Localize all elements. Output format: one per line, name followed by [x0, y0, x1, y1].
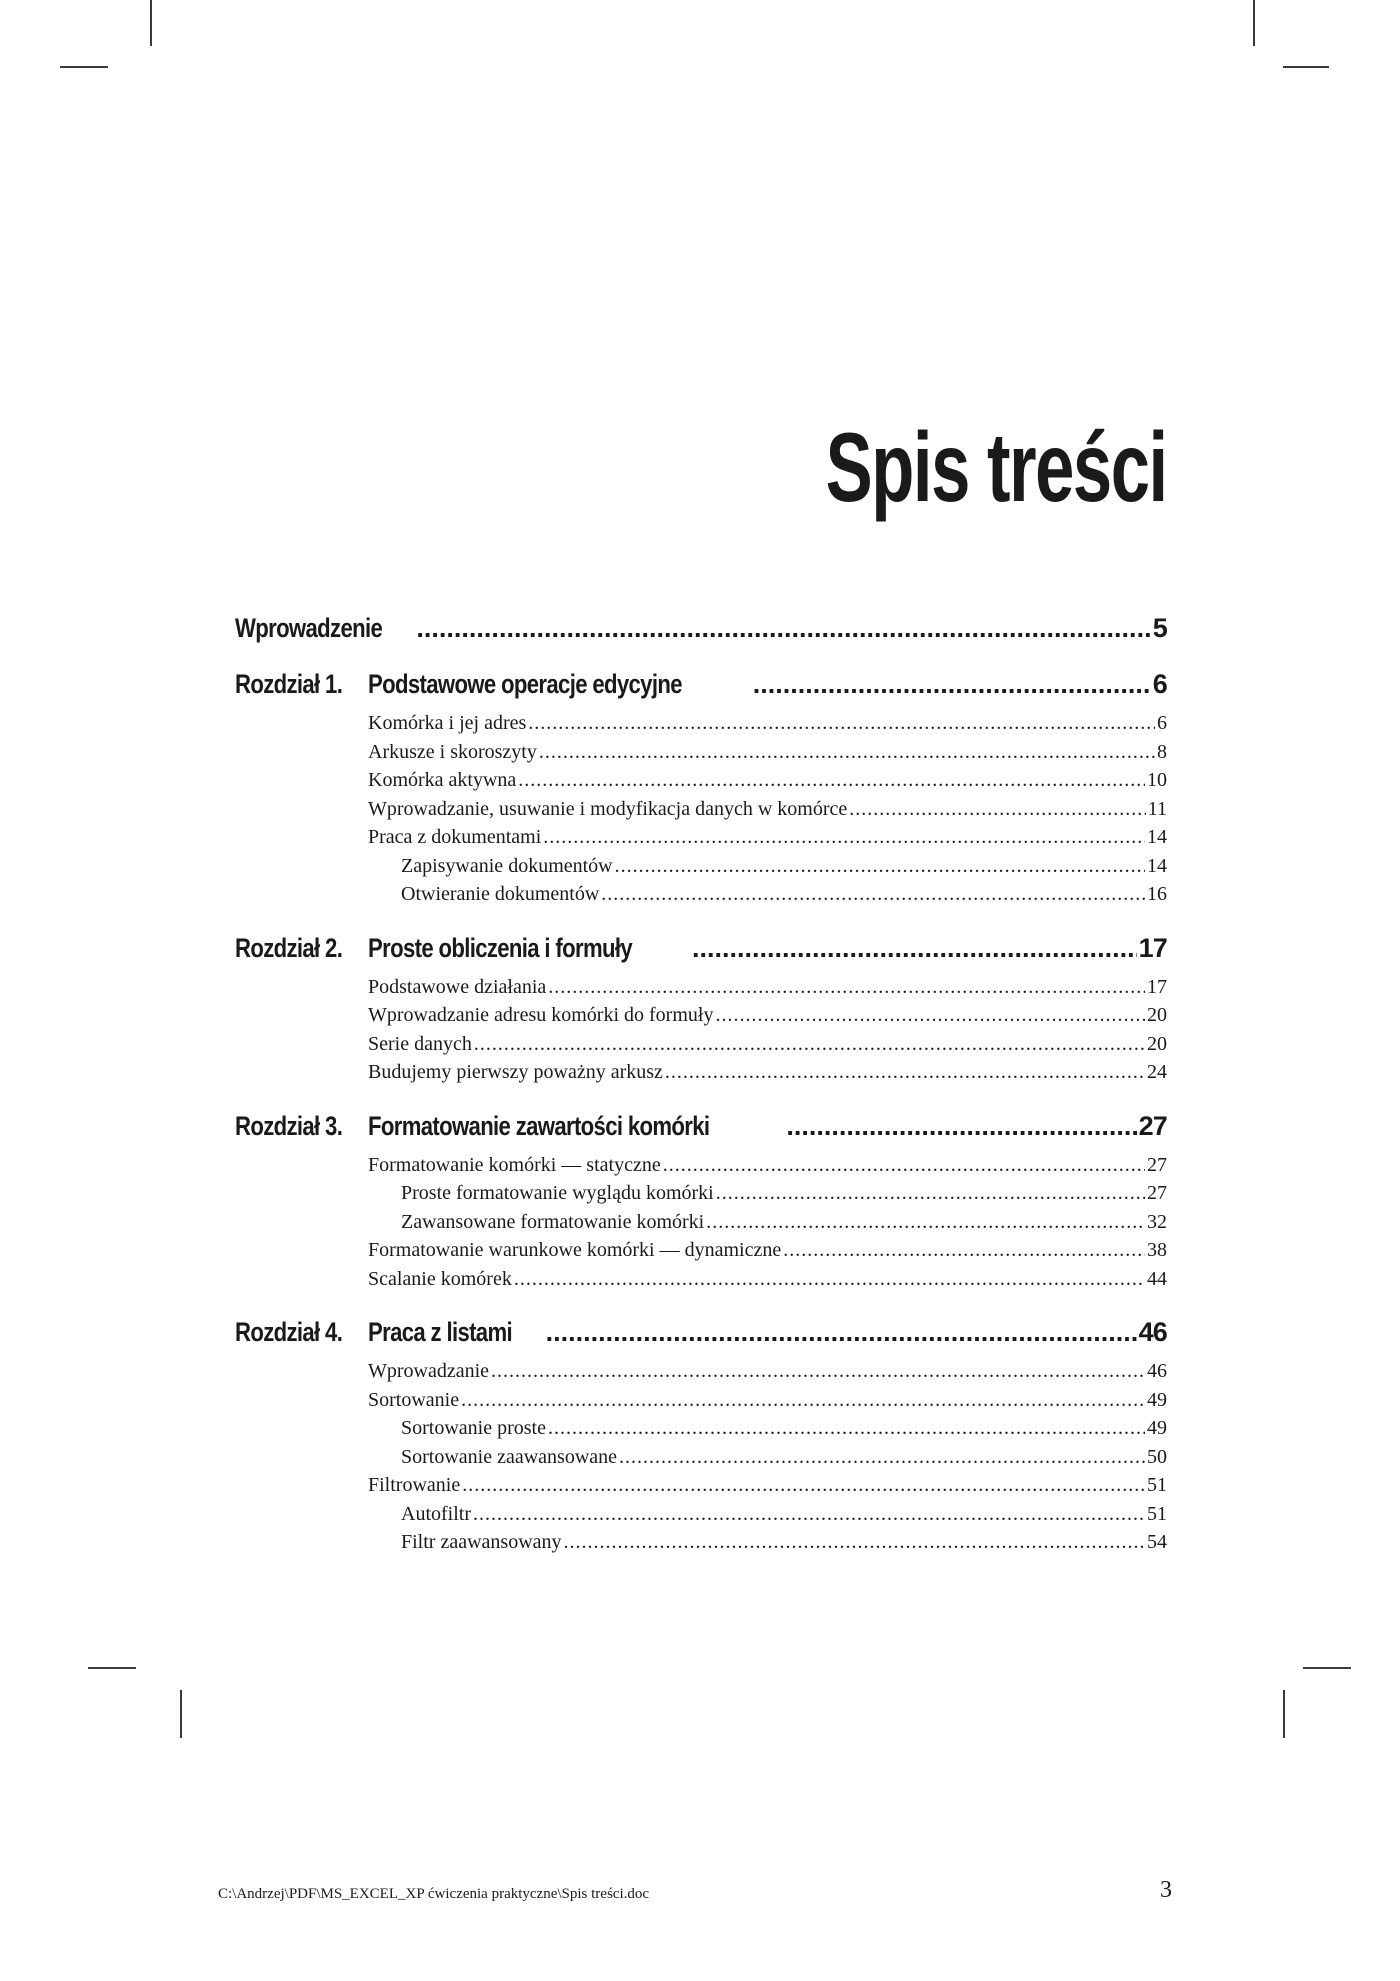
- entry-label: Scalanie komórek: [368, 1267, 512, 1290]
- table-of-contents: [235, 611, 1167, 1557]
- toc-section-entry[interactable]: [368, 973, 1167, 1002]
- chapter-page: 17: [1138, 932, 1167, 963]
- entry-label: Komórka i jej adres: [368, 712, 527, 734]
- toc-subsection-entry[interactable]: [401, 1208, 1167, 1237]
- crop-mark-bottom-left-vertical: [180, 1690, 182, 1738]
- toc-intro-page: 5: [1152, 613, 1167, 643]
- toc-section-entry[interactable]: [368, 766, 1167, 795]
- toc-leader-dots: [548, 1414, 1145, 1443]
- entry-page: 6: [1157, 712, 1167, 734]
- entry-label: Filtrowanie: [368, 1474, 461, 1496]
- chapter-number: Rozdział 1.: [235, 669, 343, 699]
- chapter-title: Proste obliczenia i formuły: [368, 932, 633, 963]
- toc-leader-dots: [786, 1109, 1136, 1143]
- entry-page: 16: [1147, 883, 1167, 905]
- chapter-title: Formatowanie zawartości komórki: [368, 1110, 710, 1141]
- toc-chapters: [235, 667, 1167, 1557]
- toc-leader-dots: [692, 931, 1137, 965]
- toc-section-entry[interactable]: [368, 795, 1167, 824]
- toc-leader-dots: [715, 1001, 1145, 1030]
- toc-entries: [368, 1357, 1167, 1557]
- toc-section-entry[interactable]: [368, 1471, 1167, 1500]
- entry-page: 20: [1147, 1004, 1167, 1026]
- toc-chapter-heading[interactable]: [368, 931, 1167, 965]
- toc-leader-dots: [619, 1443, 1145, 1472]
- toc-leader-dots: [514, 1265, 1145, 1294]
- crop-mark-top-right-horizontal: [1283, 66, 1329, 68]
- entry-page: 14: [1147, 854, 1167, 877]
- toc-leader-dots: [548, 973, 1145, 1002]
- toc-leader-dots: [474, 1030, 1145, 1059]
- toc-chapter: [235, 1109, 1167, 1294]
- entry-page: 27: [1147, 1182, 1167, 1204]
- entry-label: Sortowanie: [368, 1388, 460, 1411]
- entry-label: Zapisywanie dokumentów: [401, 854, 613, 877]
- toc-section-entry[interactable]: [368, 1151, 1167, 1180]
- toc-leader-dots: [849, 795, 1145, 824]
- chapter-page: 46: [1138, 1317, 1167, 1347]
- toc-chapter-heading[interactable]: [368, 667, 1167, 701]
- toc-leader-dots: [716, 1179, 1145, 1208]
- chapter-page: 27: [1138, 1110, 1167, 1141]
- toc-section-entry[interactable]: [368, 1001, 1167, 1030]
- toc-leader-dots: [473, 1500, 1145, 1529]
- entry-page: 44: [1147, 1267, 1167, 1290]
- toc-section-entry[interactable]: [368, 738, 1167, 767]
- chapter-title: Podstawowe operacje edycyjne: [368, 669, 682, 699]
- entry-page: 10: [1147, 769, 1167, 791]
- footer-page-number: 3: [1160, 1877, 1172, 1903]
- entry-page: 38: [1147, 1239, 1167, 1261]
- toc-subsection-entry[interactable]: [401, 852, 1167, 881]
- toc-entries: [368, 1151, 1167, 1294]
- toc-leader-dots: [665, 1058, 1145, 1087]
- toc-leader-dots: [546, 1315, 1137, 1349]
- toc-leader-dots: [461, 1386, 1145, 1415]
- entry-label: Podstawowe działania: [368, 975, 547, 998]
- entry-page: 11: [1147, 797, 1167, 820]
- crop-mark-bottom-right-horizontal: [1303, 1667, 1351, 1669]
- toc-leader-dots: [663, 1151, 1145, 1180]
- chapter-number: Rozdział 2.: [235, 932, 343, 963]
- entry-page: 51: [1147, 1502, 1167, 1525]
- toc-leader-dots: [518, 766, 1145, 795]
- entry-label: Sortowanie zaawansowane: [401, 1445, 618, 1468]
- chapter-number: Rozdział 3.: [235, 1110, 343, 1141]
- entry-label: Formatowanie warunkowe komórki — dynamiczne: [368, 1239, 782, 1261]
- entry-page: 20: [1147, 1032, 1167, 1055]
- toc-leader-dots: [615, 852, 1145, 881]
- toc-intro-label: Wprowadzenie: [235, 613, 383, 643]
- toc-subsection-entry[interactable]: [401, 1528, 1167, 1557]
- chapter-page: 6: [1152, 669, 1167, 699]
- toc-entries: [368, 973, 1167, 1087]
- toc-leader-dots: [601, 880, 1145, 909]
- entry-label: Praca z dokumentami: [368, 826, 542, 848]
- toc-leader-dots: [564, 1528, 1145, 1557]
- entry-page: 54: [1147, 1531, 1167, 1553]
- crop-mark-bottom-left-horizontal: [88, 1667, 136, 1669]
- toc-leader-dots: [416, 611, 1150, 645]
- toc-leader-dots: [706, 1208, 1145, 1237]
- chapter-number: Rozdział 4.: [235, 1317, 343, 1347]
- toc-chapter: [235, 931, 1167, 1087]
- toc-leader-dots: [539, 738, 1155, 767]
- toc-section-entry[interactable]: [368, 709, 1167, 738]
- chapter-title: Praca z listami: [368, 1317, 512, 1347]
- entry-label: Wprowadzanie adresu komórki do formuły: [368, 1004, 714, 1026]
- toc-subsection-entry[interactable]: [401, 880, 1167, 909]
- entry-label: Formatowanie komórki — statyczne: [368, 1153, 661, 1176]
- entry-page: 50: [1147, 1445, 1167, 1468]
- footer-file-path: C:\Andrzej\PDF\MS_EXCEL_XP ćwiczenia praktyczne\Spis treści.doc: [218, 1886, 650, 1902]
- toc-leader-dots: [462, 1471, 1145, 1500]
- entry-label: Autofiltr: [401, 1502, 471, 1525]
- toc-leader-dots: [753, 667, 1151, 701]
- entry-label: Arkusze i skoroszyty: [368, 740, 537, 763]
- entry-label: Zawansowane formatowanie komórki: [401, 1210, 705, 1233]
- toc-chapter-heading[interactable]: [368, 1109, 1167, 1143]
- entry-page: 32: [1147, 1210, 1167, 1233]
- toc-subsection-entry[interactable]: [401, 1443, 1167, 1472]
- toc-section-entry[interactable]: [368, 823, 1167, 852]
- toc-section-entry[interactable]: [368, 1386, 1167, 1415]
- page-title: Spis treści: [825, 412, 1167, 522]
- entry-page: 24: [1147, 1061, 1167, 1083]
- entry-page: 14: [1147, 826, 1167, 848]
- entry-page: 8: [1157, 740, 1167, 763]
- toc-intro-row[interactable]: [235, 611, 1167, 645]
- entry-label: Wprowadzanie: [368, 1360, 490, 1382]
- entry-page: 49: [1147, 1417, 1167, 1439]
- toc-chapter: [235, 667, 1167, 909]
- toc-subsection-entry[interactable]: [401, 1414, 1167, 1443]
- crop-mark-top-left-vertical: [150, 0, 152, 46]
- entry-label: Budujemy pierwszy poważny arkusz: [368, 1061, 663, 1083]
- toc-section-entry[interactable]: [368, 1058, 1167, 1087]
- toc-leader-dots: [543, 823, 1145, 852]
- entry-label: Sortowanie proste: [401, 1417, 546, 1439]
- entry-page: 46: [1147, 1360, 1167, 1382]
- toc-subsection-entry[interactable]: [401, 1500, 1167, 1529]
- entry-page: 17: [1147, 975, 1167, 998]
- entry-label: Filtr zaawansowany: [401, 1531, 562, 1553]
- toc-section-entry[interactable]: [368, 1357, 1167, 1386]
- toc-leader-dots: [783, 1236, 1145, 1265]
- crop-mark-top-left-horizontal: [60, 66, 108, 68]
- crop-mark-top-right-vertical: [1253, 0, 1255, 46]
- entry-label: Otwieranie dokumentów: [401, 883, 600, 905]
- entry-label: Wprowadzanie, usuwanie i modyfikacja danych w komórce: [368, 797, 848, 820]
- toc-chapter-heading[interactable]: [368, 1315, 1167, 1349]
- toc-section-entry[interactable]: [368, 1030, 1167, 1059]
- entry-label: Serie danych: [368, 1032, 472, 1055]
- toc-leader-dots: [528, 709, 1155, 738]
- toc-leader-dots: [491, 1357, 1145, 1386]
- entry-page: 27: [1147, 1153, 1167, 1176]
- toc-entries: [368, 709, 1167, 909]
- entry-label: Komórka aktywna: [368, 769, 517, 791]
- toc-section-entry[interactable]: [368, 1265, 1167, 1294]
- entry-page: 51: [1147, 1474, 1167, 1496]
- entry-label: Proste formatowanie wyglądu komórki: [401, 1182, 714, 1204]
- toc-section-entry[interactable]: [368, 1236, 1167, 1265]
- toc-subsection-entry[interactable]: [401, 1179, 1167, 1208]
- crop-mark-bottom-right-vertical: [1283, 1690, 1285, 1738]
- toc-chapter: [235, 1315, 1167, 1557]
- entry-page: 49: [1147, 1388, 1167, 1411]
